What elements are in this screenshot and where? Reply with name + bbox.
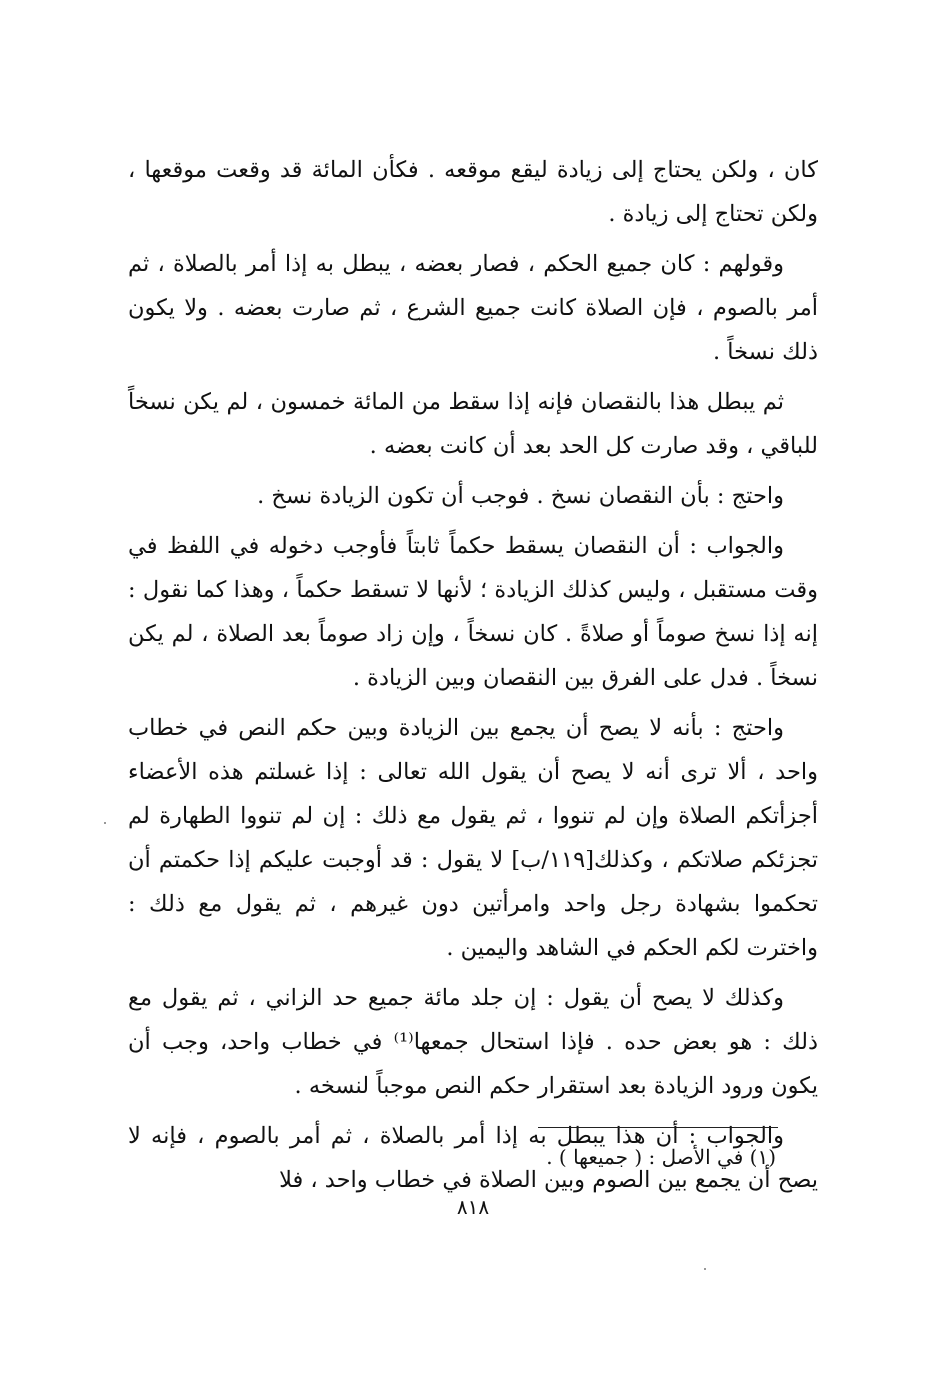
page-number: ٨١٨ xyxy=(456,1195,490,1219)
scan-speck xyxy=(704,1268,706,1270)
paragraph-7: وكذلك لا يصح أن يقول : إن جلد مائة جميع حد الزاني ، ثم يقول مع ذلك : هو بعض حده . فإذا استحال جمعها⁽¹⁾ في خطاب واحد، وجب أن يكون ورود الزيادة بعد استقرار حكم النص موجباً لنسخه . xyxy=(128,985,818,1099)
paragraph-4: واحتج : بأن النقصان نسخ . فوجب أن تكون الزيادة نسخ . xyxy=(257,483,784,509)
footnote: (١) في الأصل : ( جميعها ) . xyxy=(546,1145,776,1169)
main-text xyxy=(128,148,818,1208)
paragraph-1: كان ، ولكن يحتاج إلى زيادة ليقع موقعه . فكأن المائة قد وقعت موقعها ، ولكن تحتاج إلى زيادة . xyxy=(128,157,818,227)
scan-speck xyxy=(104,822,106,824)
paragraph-5: والجواب : أن النقصان يسقط حكماً ثابتاً فأوجب دخوله في اللفظ في وقت مستقبل ، وليس كذلك الزيادة ؛ لأنها لا تسقط حكماً ، وهذا كما نقول : إنه إذا نسخ صوماً أو صلاةً . كان نسخاً ، وإن زاد صوماً بعد الصلاة ، لم يكن نسخاً . فدل على الفرق بين النقصان وبين الزيادة . xyxy=(128,533,818,691)
footnote-divider xyxy=(538,1127,778,1128)
paragraph-3: ثم يبطل هذا بالنقصان فإنه إذا سقط من المائة خمسون ، لم يكن نسخاً للباقي ، وقد صارت كل الحد بعد أن كانت بعضه . xyxy=(128,389,818,459)
paragraph-8: والجواب : أن هذا يبطل به إذا أمر بالصلاة ، ثم أمر بالصوم ، فإنه لا يصح أن يجمع بين الصوم وبين الصلاة في خطاب واحد ، فلا xyxy=(128,1123,818,1193)
paragraph-6: واحتج : بأنه لا يصح أن يجمع بين الزيادة وبين حكم النص في خطاب واحد ، ألا ترى أنه لا يصح أن يقول الله تعالى : إذا غسلتم هذه الأعضاء أجزأتكم الصلاة وإن لم تنووا ، ثم يقول مع ذلك : إن لم تنووا الطهارة لم تجزئكم صلاتكم ، وكذلك[١١٩/ب] لا يقول : قد أوجبت عليكم إذا حكمتم أن تحكموا بشهادة رجل واحد وامرأتين دون غيرهم ، ثم يقول مع ذلك : واخترت لكم الحكم في الشاهد واليمين . xyxy=(128,715,818,961)
paragraph-2: وقولهم : كان جميع الحكم ، فصار بعضه ، يبطل به إذا أمر بالصلاة ، ثم أمر بالصوم ، فإن الصلاة كانت جميع الشرع ، ثم صارت بعضه . ولا يكون ذلك نسخاً . xyxy=(128,251,818,365)
